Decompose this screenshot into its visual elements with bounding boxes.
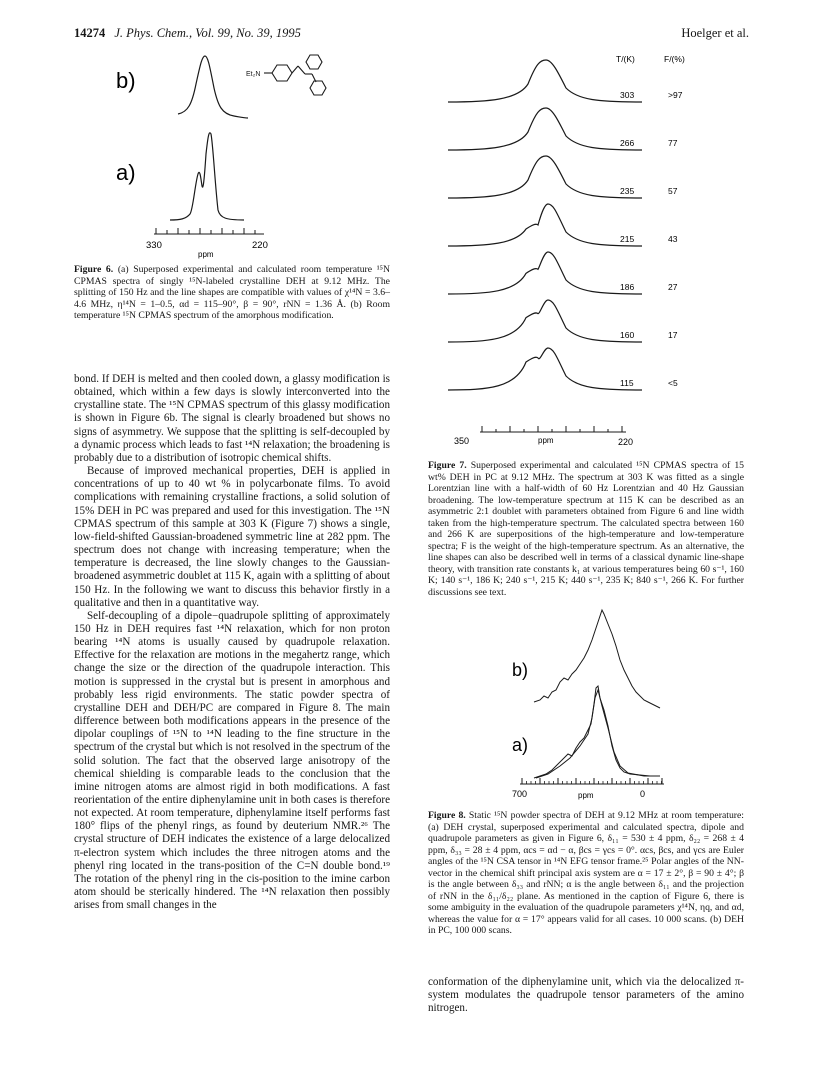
fig6-axis-right-label: 220 <box>252 240 268 251</box>
fig7-temperature-label: 303 <box>620 90 635 100</box>
fig7-axis <box>480 426 626 432</box>
fig7-temperature-label: 215 <box>620 234 635 244</box>
figure-6-caption-label: Figure 6. <box>74 264 114 275</box>
fig6-axis-left-label: 330 <box>146 240 162 251</box>
figure-6 <box>74 44 390 262</box>
running-header-authors: Hoelger et al. <box>681 26 749 40</box>
fig6-spectrum-a <box>170 133 244 220</box>
fig7-fraction-label: >97 <box>668 90 683 100</box>
fig7-fraction-label: <5 <box>668 378 678 388</box>
left-column-text <box>74 373 390 912</box>
figure-7-caption <box>428 460 744 598</box>
figure-6-caption-text: (a) Superposed experimental and calculated room temperature ¹⁵N CPMAS spectra of singly ¹⁵N-labeled crystalline DEH at 9.12 MHz. The splitting of 150 Hz and the line shapes are compatible with values of χ¹⁴N = 3.6–4.6 MHz, η¹⁴N = 1–0.5, αd = 115–90°, β = 90°, rNN = 1.36 Å. (b) Room temperature ¹⁵N CPMAS spectrum of the amorphous modification. <box>74 264 390 321</box>
fig7-axis-right-label: 220 <box>618 437 634 447</box>
fig7-temperature-label: 235 <box>620 186 635 196</box>
running-header-left <box>74 26 301 41</box>
fig7-temperature-label: 186 <box>620 282 635 292</box>
fig8-axis-left-label: 700 <box>512 789 528 799</box>
fig6-panel-b-label: b) <box>116 68 136 93</box>
fig7-fraction-label: 77 <box>668 138 678 148</box>
fig7-spectrum-160k <box>448 300 642 342</box>
fig8-panel-a-label: a) <box>512 735 529 755</box>
paragraph-diphenylamine-conformation: conformation of the diphenylamine unit, which via the delocalized π-system modulates the quadrupole tensor parameters of the amino nitrogen. <box>428 976 744 1015</box>
paragraph-solid-solution: Because of improved mechanical properties, DEH is applied in concentrations of up to 40 wt % in polycarbonate films. To avoid complications with remaining crystalline fractions, a solid solution of 15% DEH in PC was prepared and used for this investigation. The ¹⁵N CPMAS spectrum of this sample at 303 K (Figure 7) shows a single, low-field-shifted Gaussian-broadened symmetric line at 282 ppm. The spectrum does not change with increasing temperature; when the temperature is decreased, the line slowly changes to the Gaussian-broadened asymmetric doublet at 115 K, again with a splitting of about 150 Hz. In the following we want to discuss this behavior firstly in a qualitative and then in a quantitative way. <box>74 465 390 609</box>
fig8-panel-b-label: b) <box>512 660 529 680</box>
page-number: 14274 <box>74 26 106 40</box>
fig7-spectrum-215k <box>448 204 642 246</box>
paragraph-glassy-modification: bond. If DEH is melted and then cooled down, a glassy modification is obtained, which within a few days is slowly interconverted into the crystalline state. The ¹⁵N CPMAS spectrum of this glassy modification is shown in Figure 6b. The signal is clearly broadened but shows no signs of asymmetry. We suppose that the splitting is self-decoupled by a dynamic process which leads to fast ¹⁴N relaxation; the broadening is probably due to a distribution of isotropic chemical shifts. <box>74 373 390 464</box>
figure-8-caption <box>428 810 744 937</box>
fig7-temperature-label: 266 <box>620 138 635 148</box>
journal-citation: J. Phys. Chem., Vol. 99, No. 39, 1995 <box>114 26 301 40</box>
fig7-spectra <box>448 60 683 390</box>
fig7-spectrum-186k <box>448 252 642 294</box>
fig7-temperature-label: 115 <box>620 378 634 388</box>
fig7-spectrum-115k <box>448 348 642 390</box>
figure-7-caption-label: Figure 7. <box>428 460 467 471</box>
fig6-axis <box>154 228 264 234</box>
figure-7-caption-text: Superposed experimental and calculated ¹⁵N CPMAS spectra of 15 wt% DEH in PC at 9.12 MHz. The spectrum at 303 K was fitted as a single Lorentzian line with a half-width of 60 Hz Lorentzian and 40 Hz Gaussian broadening. The low-temperature spectrum at 115 K can be described as an asymmetric 2:1 doublet with parameters obtained from Figure 6 and line width taken from the high-temperature spectrum. The calculated spectra between 160 and 266 K are superpositions of the high-temperature and low-temperature spectra; F is the weight of the high-temperature spectrum. As an alternative, the line shapes can also be described well in terms of a classical dynamic line-shape theory, with transition rate constants k₁ at various temperatures being 60 s⁻¹, 160 K; 140 s⁻¹, 186 K; 240 s⁻¹, 215 K; 440 s⁻¹, 235 K; 840 s⁻¹, 266 K. For further discussions see text. <box>428 460 745 598</box>
fig6-axis-unit: ppm <box>198 250 214 259</box>
fig6-panel-a-label: a) <box>116 160 136 185</box>
fig7-spectrum-266k <box>448 108 642 150</box>
fig7-spectrum-303k <box>448 60 642 102</box>
fig7-col-f-header: F/(%) <box>664 54 685 64</box>
figure-8 <box>428 606 744 806</box>
figure-7 <box>428 46 744 456</box>
fig7-axis-unit: ppm <box>538 436 554 445</box>
figure-8-caption-text: Static ¹⁵N powder spectra of DEH at 9.12 MHz at room temperature: (a) DEH crystal, superposed experimental and calculated spectra, dipole and quadrupole parameters as given in Figure 6, δ₁₁ = 530 ± 4 ppm, δ₂₂ = 268 ± 4 ppm, δ₃₃ = 28 ± 4 ppm, αcs = αd − α, βcs = γcs = 0°. αcs, βcs, and γcs are Euler angles of the ¹⁵N CSA tensor in ¹⁴N EFG tensor frame.²⁵ Polar angles of the NN-vector in the chemical shift principal axis system are α = 17 ± 2°, β = 90 ± 4°; β is the angle between δ₃₃ and rNN; α is the angle between δ₁₁ and the projection of rNN in the δ₁₁/δ₂₂ plane. As mentioned in the caption of Figure 6, there is some ambiguity in the evaluation of the quadrupole parameters χ¹⁴N, ηq, and αd, whereas the value for α = 17° appears valid for all cases. 10 000 scans. (b) DEH in PC, 100 000 scans. <box>428 810 745 936</box>
fig8-axis-right-label: 0 <box>640 789 646 799</box>
fig7-axis-left-label: 350 <box>454 436 470 446</box>
fig7-fraction-label: 43 <box>668 234 678 244</box>
figure-8-caption-label: Figure 8. <box>428 810 466 821</box>
fig8-axis-unit: ppm <box>578 791 594 800</box>
fig7-col-t-header: T/(K) <box>616 54 635 64</box>
fig6-spectrum-b <box>178 56 248 118</box>
fig7-fraction-label: 17 <box>668 330 678 340</box>
fig7-fraction-label: 27 <box>668 282 678 292</box>
fig7-spectrum-235k <box>448 156 642 198</box>
fig7-fraction-label: 57 <box>668 186 678 196</box>
fig7-temperature-label: 160 <box>620 330 635 340</box>
fig8-spectrum-a-experimental <box>534 686 660 778</box>
figure-6-caption <box>74 264 390 322</box>
right-column-text <box>428 976 744 1015</box>
paragraph-self-decoupling: Self-decoupling of a dipole−quadrupole splitting of approximately 150 Hz in DEH requires fast ¹⁴N relaxation, which for non proton bearing ¹⁴N atoms is usually caused by quadrupole relaxation. Effective for the relaxation are motions in the megahertz range, which change the size or the direction of the quadrupole interaction. This motion is suppressed in the crystal but is present in amorphous and probably less rigid environments. The static powder spectra of crystalline DEH and DEH/PC are compared in Figure 8. The main difference between both modifications appears in the presence of the dipolar couplings of ¹⁵N to ¹⁴N leading to the fine structure in the spectrum of the crystal but which is not resolved in the spectrum of the solid solution. The fact that the observed large anisotropy of the chemical shielding is comparable leads to the conclusion that the imine nitrogen atoms are almost rigid in both modifications. A fast reorientation of the entire diphenylamine unit in both cases is therefore not expected. At room temperature, diphenylamine itself performs fast 180° flips of the phenyl rings, as found by deuterium NMR.²⁶ The crystal structure of DEH indicates the existence of a large delocalized π-electron system which includes the three nitrogen atoms and the phenyl ring located in the trans-position of the C=N double bond.¹⁹ The rotation of the phenyl ring in the cis-position to the imine carbon atom should be sterically hindered. The ¹⁴N relaxation then possibly arises from small changes in the <box>74 609 390 912</box>
fig6-molecule-label: Et₂N <box>246 71 261 78</box>
fig8-axis <box>520 778 664 784</box>
fig8-spectrum-a-calculated <box>536 690 660 778</box>
fig6-molecule <box>246 55 326 95</box>
